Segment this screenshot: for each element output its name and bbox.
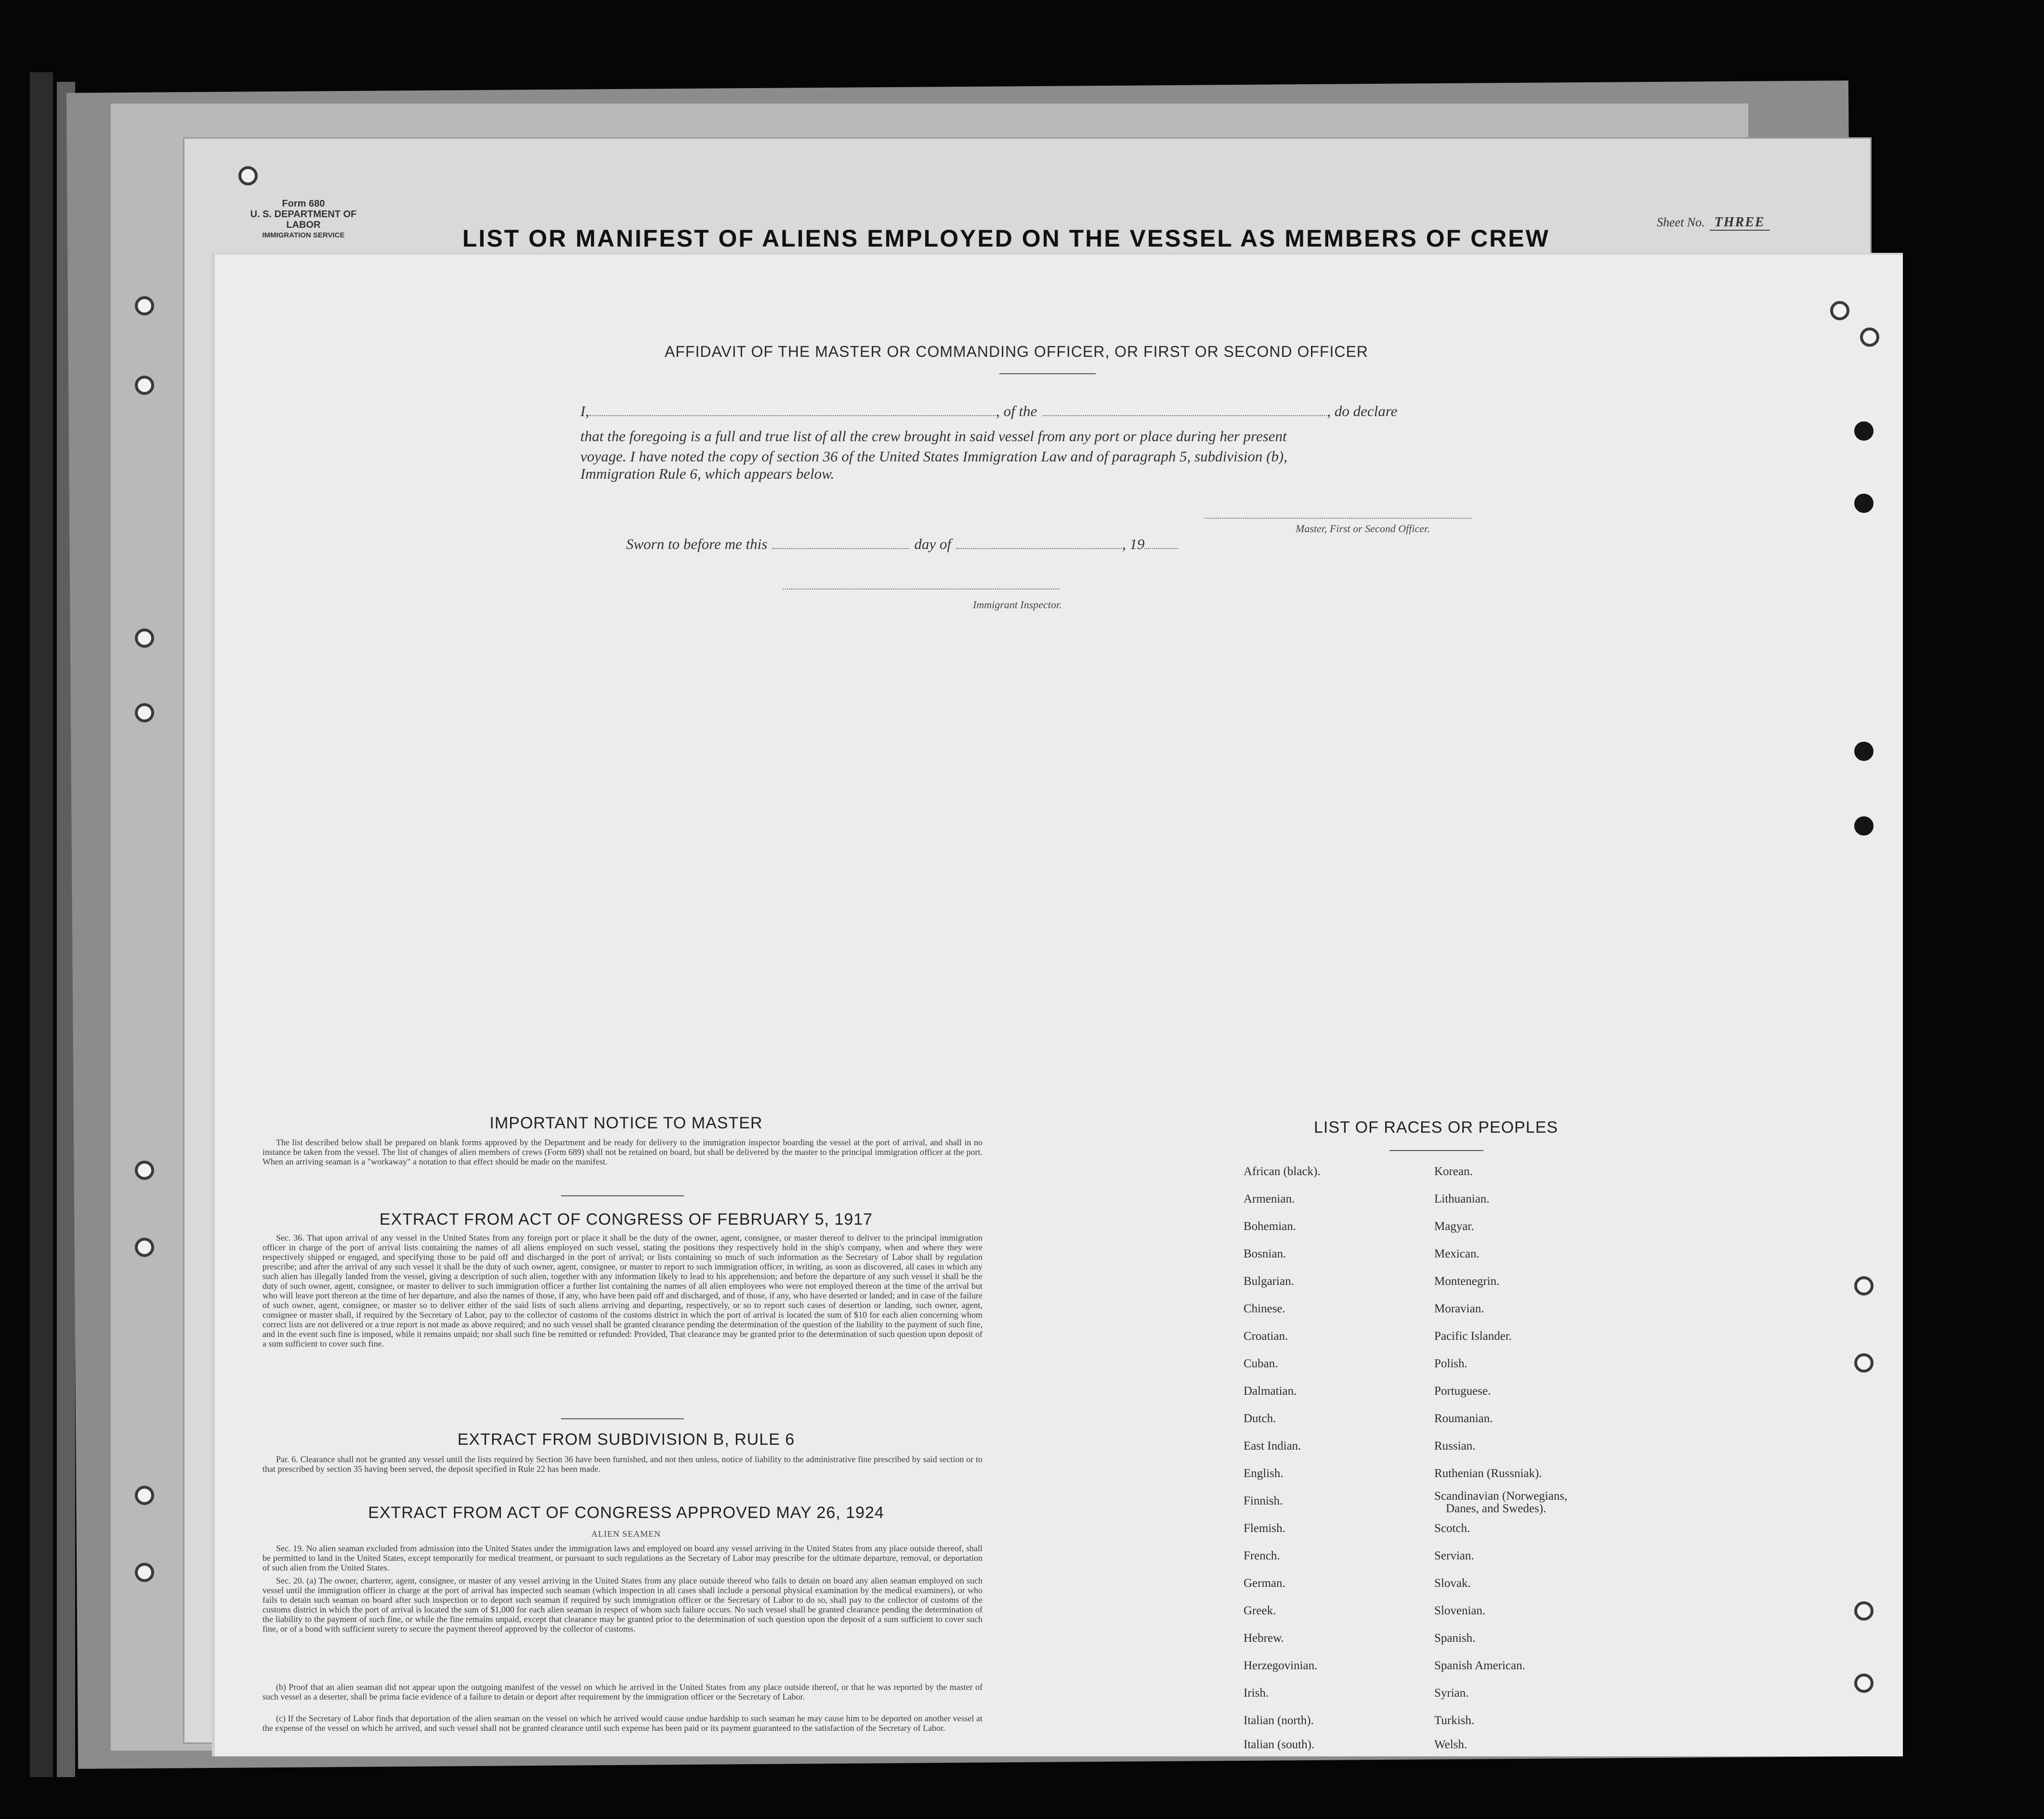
race-item: Greek. (1244, 1604, 1276, 1617)
binder-hole (135, 296, 154, 315)
alien-seamen-subtitle: ALIEN SEAMEN (591, 1529, 661, 1539)
binder-hole (135, 1486, 154, 1505)
binder-hole (1854, 742, 1874, 761)
race-item: Turkish. (1434, 1714, 1475, 1727)
binder-hole (1854, 1276, 1874, 1296)
race-item: Italian (south). (1244, 1738, 1315, 1751)
manifest-title: LIST OR MANIFEST OF ALIENS EMPLOYED ON THE VESSEL AS MEMBERS OF CREW (462, 225, 1550, 252)
binder-hole (135, 1563, 154, 1582)
race-item: French. (1244, 1549, 1280, 1562)
month-blank (956, 537, 1122, 549)
declaration-line-2: that the foregoing is a full and true list of all the crew brought in said vessel from any port or place during her present (580, 428, 1287, 445)
year-text: , 19 (1122, 536, 1145, 552)
race-item-continued: Danes, and Swedes). (1446, 1502, 1546, 1515)
binder-hole (135, 1161, 154, 1180)
race-item: Syrian. (1434, 1687, 1469, 1700)
race-item: Dalmatian. (1244, 1385, 1297, 1398)
binder-hole (135, 1238, 154, 1257)
race-item: Portuguese. (1434, 1385, 1491, 1398)
races-left-column (1244, 1165, 1422, 1751)
race-item: Roumanian. (1434, 1412, 1493, 1425)
race-item: Croatian. (1244, 1330, 1288, 1343)
extract-1917-text: Sec. 36. That upon arrival of any vessel in the United States from any foreign port or place it shall be the duty of the owner, agent, consignee, or master thereof to deliver to the principal immigration officer in charge of the port of arrival lists containing the names of all aliens employed on such vessel, stating the positions they respectively hold in the ship's company, when and where they were respectively shipped or engaged, and specifying those to be paid off and discharged in the port of arrival; or lists containing so much of such information as the Secretary of Labor shall by regulation prescribe; and after the arrival of any such vessel it shall be the duty of such owner, agent, consignee, or master to report to such immigration officer, in writing, as soon as discovered, all cases in which any such alien has illegally landed from the vessel, giving a description of such alien, together with any information likely to lead to his apprehension; and before the departure of any such vessel it shall be the duty of such owner, agent, consignee, or master to deliver to such immigration officer a further list containing the names of all alien employees who were not employed thereon at the time of the arrival but who will leave port thereon at the time of her departure, and also the names of those, if any, who have been paid off and discharged, and of those, if any, who have deserted or landed; and in case of the failure of such owner, agent, consignee, or master so to deliver either of the said lists of such aliens arriving and departing, respectively, or so to report such cases of desertion or landing, such owner, agent, consignee or master shall, if required by the Secretary of Labor, pay to the collector of customs of the customs district in which the port of arrival is located the sum of $10 for each alien concerning whom correct lists are not delivered or a true report is not made as above required; and no such vessel shall be granted clearance pending the determination of the question of the liability to the payment of such fine, and in the event such fine is imposed, while it remains unpaid; nor shall such fine be remitted or refunded: Provided, That clearance may be granted prior to the determination of such question upon deposit of a sum sufficient to cover such fine. (262, 1233, 983, 1348)
race-item: Montenegrin. (1434, 1275, 1500, 1288)
race-item: Chinese. (1244, 1302, 1285, 1315)
binder-hole (135, 628, 154, 648)
day-blank (772, 537, 909, 549)
race-item: Cuban. (1244, 1357, 1278, 1370)
race-item: Slovenian. (1434, 1604, 1486, 1617)
race-item: East Indian. (1244, 1439, 1301, 1453)
extract-1924-sec20b: (b) Proof that an alien seaman did not appear upon the outgoing manifest of the vessel on which he arrived in the United States from any place outside thereof, or that he was reported by the master of such vessel as a deserter, shall be prima facie evidence of a failure to detain or deport after requirement by the immigration officer or the Secretary of Labor. (262, 1682, 983, 1701)
declaration-i: I, (580, 403, 590, 419)
race-item: Lithuanian. (1434, 1192, 1490, 1205)
races-title: LIST OF RACES OR PEOPLES (1314, 1118, 1559, 1137)
extract-1917-title: EXTRACT FROM ACT OF CONGRESS OF FEBRUARY 5, 1917 (379, 1210, 873, 1229)
race-item: Russian. (1434, 1439, 1476, 1453)
race-item: Flemish. (1244, 1522, 1285, 1535)
race-item: Herzegovinian. (1244, 1659, 1318, 1672)
divider (561, 1195, 684, 1196)
form-service: IMMIGRATION SERVICE (262, 231, 345, 239)
extract-rule6-text: Par. 6. Clearance shall not be granted any vessel until the lists required by Section 36 have been furnished, and not then unless, notice of liability to the administrative fine prescribed by said section or to that prescribed by section 35 having been served, the deposit specified in Rule 22 has been made. (262, 1454, 983, 1474)
race-item: Mexican. (1434, 1247, 1480, 1260)
binder-hole (1854, 1674, 1874, 1693)
race-item: Pacific Islander. (1434, 1330, 1512, 1343)
sheet-number (1657, 215, 1770, 230)
binder-hole (1854, 421, 1874, 441)
extract-1924-sec20c: (c) If the Secretary of Labor finds that deportation of the alien seaman on the vessel on which he arrived would cause undue hardship to such seaman he may cause him to be deported on another vessel at the expense of the vessel on which he arrived, and such vessel shall not be granted clearance until such expense has been paid or its payment guaranteed to the satisfaction of the Secretary of Labor. (262, 1714, 983, 1733)
race-item: Bohemian. (1244, 1220, 1297, 1233)
binder-hole (1854, 1353, 1874, 1373)
sheet-number-label: Sheet No. (1657, 215, 1705, 229)
binder-hole (1830, 301, 1849, 320)
declaration-declare: , do declare (1327, 403, 1398, 419)
race-item: Bosnian. (1244, 1247, 1286, 1260)
binder-hole (1860, 327, 1879, 347)
day-of-text: day of (914, 536, 951, 552)
sworn-line (626, 536, 1178, 553)
extract-rule6-title: EXTRACT FROM SUBDIVISION B, RULE 6 (457, 1430, 795, 1449)
race-item: Armenian. (1244, 1192, 1295, 1205)
race-item: Spanish. (1434, 1632, 1476, 1645)
form-department: U. S. DEPARTMENT OF LABOR (250, 209, 357, 230)
notice-text: The list described below shall be prepared on blank forms approved by the Department and be ready for delivery to the immigration inspector boarding the vessel at the port of arrival, and shall in no instance be taken from the vessel. The list of changes of alien members of crews (Form 689) shall not be retained on board, but shall be delivered by the master to the principal immigration officer at the port. When an arriving seaman is a "workaway" a notation to that effect should be made on the manifest. (262, 1138, 983, 1166)
year-blank (1144, 537, 1178, 549)
binder-hole (1854, 816, 1874, 836)
binder-hole (135, 376, 154, 395)
binder-hole (1854, 494, 1874, 513)
binder-hole (1854, 1601, 1874, 1621)
vessel-blank (1043, 404, 1327, 416)
race-item: Italian (north). (1244, 1714, 1314, 1727)
race-item: Moravian. (1434, 1302, 1484, 1315)
affidavit-title: AFFIDAVIT OF THE MASTER OR COMMANDING OFFICER, OR FIRST OR SECOND OFFICER (665, 343, 1368, 360)
sworn-text: Sworn to before me this (626, 536, 768, 552)
binder-hole (238, 166, 258, 185)
race-item: Ruthenian (Russniak). (1434, 1467, 1542, 1480)
race-item: Bulgarian. (1244, 1275, 1294, 1288)
signature-label: Master, First or Second Officer. (1296, 523, 1430, 535)
extract-1924-sec20a: Sec. 20. (a) The owner, charterer, agent, consignee, or master of any vessel arriving in the United States from any place outside thereof who fails to detain on board any alien seaman employed on such vessel until the immigration officer in charge at the port of arrival has inspected such seaman (which inspection in all cases shall include a personal physical examination by the medical examiners), or who fails to detain such seaman on board after such inspection or to deport such seaman if required by such immigration officer or the Secretary of Labor to do so, shall pay to the collector of customs of the customs district in which the port of arrival is located the sum of $1,000 for each alien seaman in respect of whom such failure occurs. No such vessel shall be granted clearance pending the determination of the liability to the payment of such fine, or while the fine remains unpaid, except that clearance may be granted prior to the determination of such question upon the deposit of a sum sufficient to cover such fine, or of a bond with sufficient surety to secure the payment thereof approved by the collector of customs. (262, 1576, 983, 1634)
notice-title: IMPORTANT NOTICE TO MASTER (489, 1114, 763, 1132)
race-item: Servian. (1434, 1549, 1474, 1562)
race-item: Scotch. (1434, 1522, 1470, 1535)
signature-line (1204, 518, 1471, 519)
binder-spine (30, 72, 53, 1777)
divider (1389, 1150, 1483, 1151)
race-item: Scandinavian (Norwegians, (1434, 1490, 1568, 1503)
extract-1924-title: EXTRACT FROM ACT OF CONGRESS APPROVED MAY 26, 1924 (368, 1504, 884, 1522)
race-item: English. (1244, 1467, 1284, 1480)
race-item: Slovak. (1434, 1577, 1471, 1590)
race-item: Finnish. (1244, 1494, 1283, 1507)
race-item: Spanish American. (1434, 1659, 1525, 1672)
race-item: Korean. (1434, 1165, 1473, 1178)
declaration-line-1 (580, 403, 1397, 420)
race-item: African (black). (1244, 1165, 1321, 1178)
divider (561, 1418, 684, 1419)
declaration-line-4: Immigration Rule 6, which appears below. (580, 465, 835, 482)
extract-1924-sec19: Sec. 19. No alien seaman excluded from admission into the United States under the immigration laws and employed on board any vessel arriving in the United States from any place outside thereof, shall be permitted to land in the United States, except temporarily for medical treatment, or pursuant to such regulations as the Secretary of Labor may prescribe for the ultimate departure, removal, or deportation of such alien from the United States. (262, 1544, 983, 1572)
sheet-number-value: THREE (1710, 215, 1770, 231)
race-item: Welsh. (1434, 1738, 1467, 1751)
form-header (238, 198, 368, 241)
divider (999, 373, 1096, 374)
inspector-label: Immigrant Inspector. (973, 599, 1062, 611)
name-blank (589, 404, 996, 416)
binder-hole (135, 703, 154, 722)
race-item: Dutch. (1244, 1412, 1276, 1425)
race-item: Hebrew. (1244, 1632, 1284, 1645)
declaration-line-3: voyage. I have noted the copy of section 36 of the United States Immigration Law and of paragraph 5, subdivision (b), (580, 448, 1287, 465)
form-number: Form 680 (282, 198, 325, 209)
race-item: Magyar. (1434, 1220, 1474, 1233)
races-right-column (1434, 1165, 1637, 1751)
race-item: Polish. (1434, 1357, 1467, 1370)
race-item: German. (1244, 1577, 1285, 1590)
race-item: Irish. (1244, 1687, 1269, 1700)
declaration-of: , of the (996, 403, 1037, 419)
